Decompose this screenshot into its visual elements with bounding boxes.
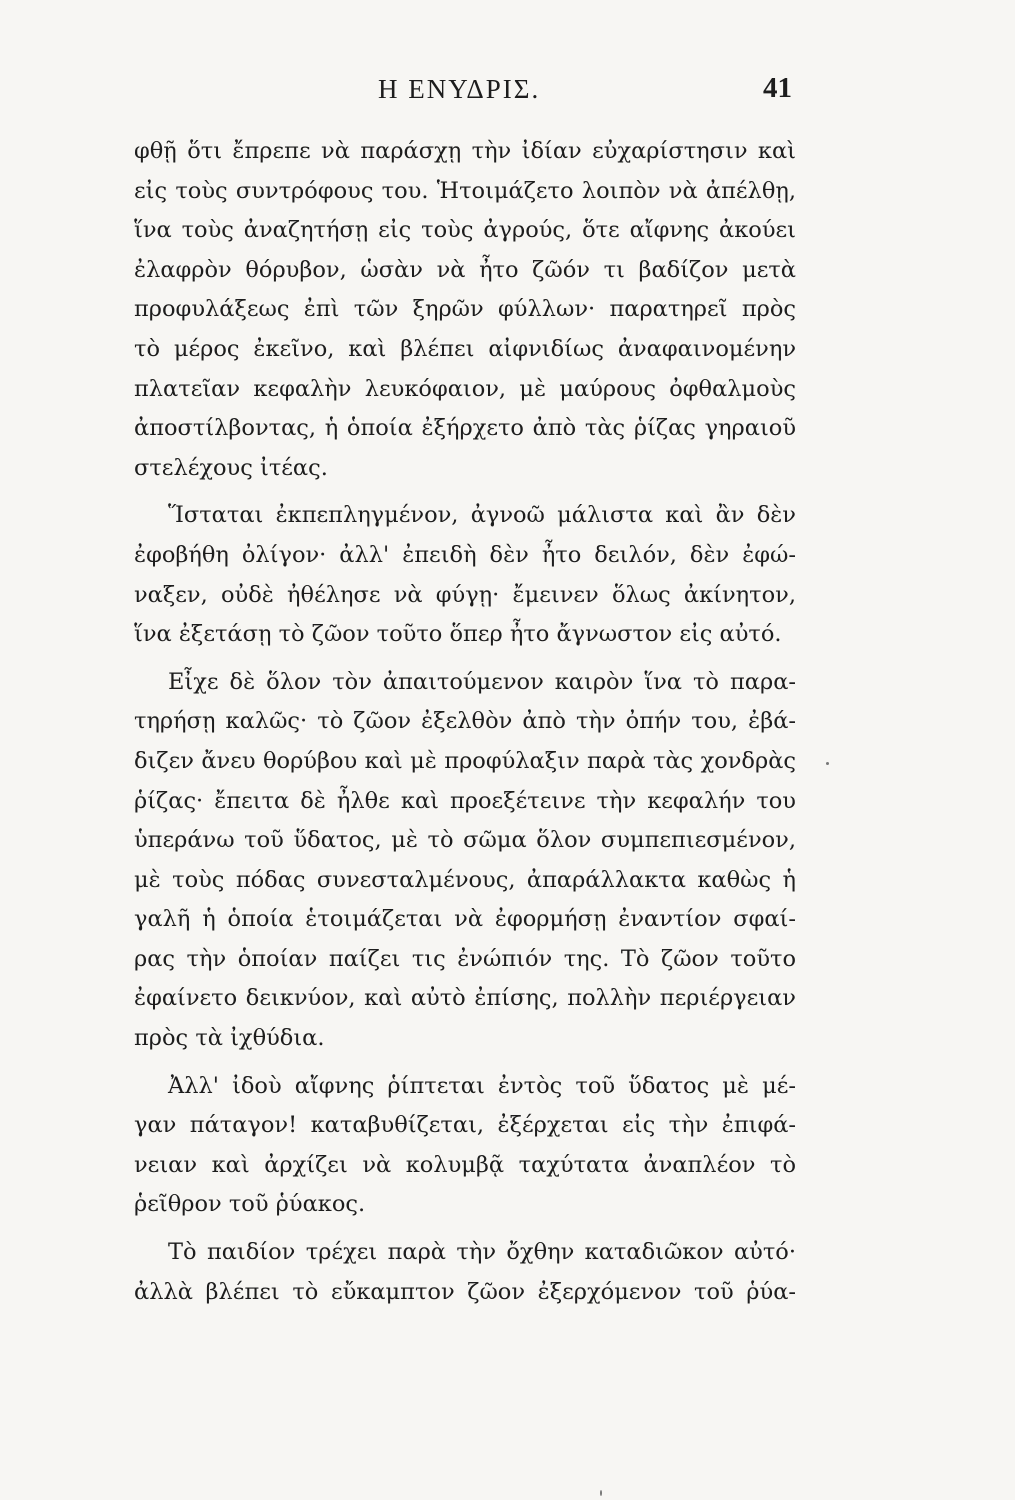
text-line: τηρήσῃ καλῶς· τὸ ζῶον ἐξελθὸν ἀπὸ τὴν ὀπήν του, ἐβά- [134,708,796,735]
text-line: ναξεν, οὐδὲ ἠθέλησε νὰ φύγῃ· ἔμεινεν ὅλως ἀκίνητον, [134,581,796,608]
paper-speck [826,762,829,765]
text-line: πρὸς τὰ ἰχθύδια. [134,1025,325,1052]
text-line: ἵνα ἐξετάσῃ τὸ ζῶον τοῦτο ὅπερ ἦτο ἄγνωστον εἰς αὐτό. [134,621,782,648]
paragraph-gap [134,655,796,663]
body-text [134,132,796,1312]
text-line: ῥίζας· ἔπειτα δὲ ἦλθε καὶ προεξέτεινε τὴν κεφαλήν του [134,787,796,814]
text-line: προφυλάξεως ἐπὶ τῶν ξηρῶν φύλλων· παρατηρεῖ πρὸς [134,296,796,323]
text-line: ἐφοβήθη ὀλίγον· ἀλλ' ἐπειδὴ δὲν ἦτο δειλόν, δὲν ἐφώ- [134,541,796,568]
running-title: Η ΕΝΥΔΡΙΣ. [378,74,541,104]
text-line: εἰς τοὺς συντρόφους του. Ἡτοιμάζετο λοιπὸν νὰ ἀπέλθῃ, [134,177,796,204]
text-line: διζεν ἄνευ θορύβου καὶ μὲ προφύλαξιν παρὰ τὰς χονδρὰς [134,747,796,774]
text-line: ἐλαφρὸν θόρυβον, ὡσὰν νὰ ἦτο ζῶόν τι βαδίζον μετὰ [134,256,796,283]
text-line: ἀλλὰ βλέπει τὸ εὔκαμπτον ζῶον ἐξερχόμενον τοῦ ῥύα- [134,1278,796,1305]
text-line: Εἶχε δὲ ὅλον τὸν ἀπαιτούμενον καιρὸν ἵνα τὸ παρα- [168,668,796,695]
text-line: ἵνα τοὺς ἀναζητήσῃ εἰς τοὺς ἀγρούς, ὅτε αἴφνης ἀκούει [134,217,796,244]
text-line: Ἀλλ' ἰδοὺ αἴφνης ῥίπτεται ἐντὸς τοῦ ὕδατος μὲ μέ- [168,1072,796,1099]
text-line: Ἵσταται ἐκπεπληγμένον, ἀγνοῶ μάλιστα καὶ ἂν δὲν [168,502,796,529]
paragraph-gap [134,1225,796,1233]
text-line: νειαν καὶ ἀρχίζει νὰ κολυμβᾷ ταχύτατα ἀναπλέον τὸ [134,1151,796,1178]
paper-speck [600,1490,602,1496]
text-line: πλατεῖαν κεφαλὴν λευκόφαιον, μὲ μαύρους ὀφθαλμοὺς [134,375,796,402]
page-number: 41 [763,72,792,104]
text-line: φθῇ ὅτι ἔπρεπε νὰ παράσχῃ τὴν ἰδίαν εὐχαρίστησιν καὶ [134,138,796,164]
text-line: ρας τὴν ὁποίαν παίζει τις ἐνώπιόν της. Τὸ ζῶον τοῦτο [134,945,796,972]
text-line: τὸ μέρος ἐκεῖνο, καὶ βλέπει αἰφνιδίως ἀναφαινομένην [134,335,796,362]
text-line: Τὸ παιδίον τρέχει παρὰ τὴν ὄχθην καταδιῶκον αὐτό· [168,1239,796,1266]
text-line: ἐφαίνετο δεικνύον, καὶ αὐτὸ ἐπίσης, πολλὴν περιέργειαν [134,985,796,1012]
paragraph-gap [134,1059,796,1067]
paragraph-gap [134,488,796,496]
text-line: γαλῆ ἡ ὁποία ἑτοιμάζεται νὰ ἐφορμήσῃ ἐναντίον σφαί- [134,906,796,933]
text-line: ἀποστίλβοντας, ἡ ὁποία ἐξήρχετο ἀπὸ τὰς ῥίζας γηραιοῦ [134,415,796,442]
text-line: στελέχους ἰτέας. [134,454,328,481]
text-line: ὑπεράνω τοῦ ὕδατος, μὲ τὸ σῶμα ὅλον συμπεπιεσμένον, [134,827,796,854]
text-line: γαν πάταγον! καταβυθίζεται, ἐξέρχεται εἰς τὴν ἐπιφά- [134,1112,796,1139]
text-line: ῥεῖθρον τοῦ ῥύακος. [134,1191,366,1218]
page-header [130,74,800,114]
text-line: μὲ τοὺς πόδας συνεσταλμένους, ἀπαράλλακτα καθὼς ἡ [134,866,796,893]
